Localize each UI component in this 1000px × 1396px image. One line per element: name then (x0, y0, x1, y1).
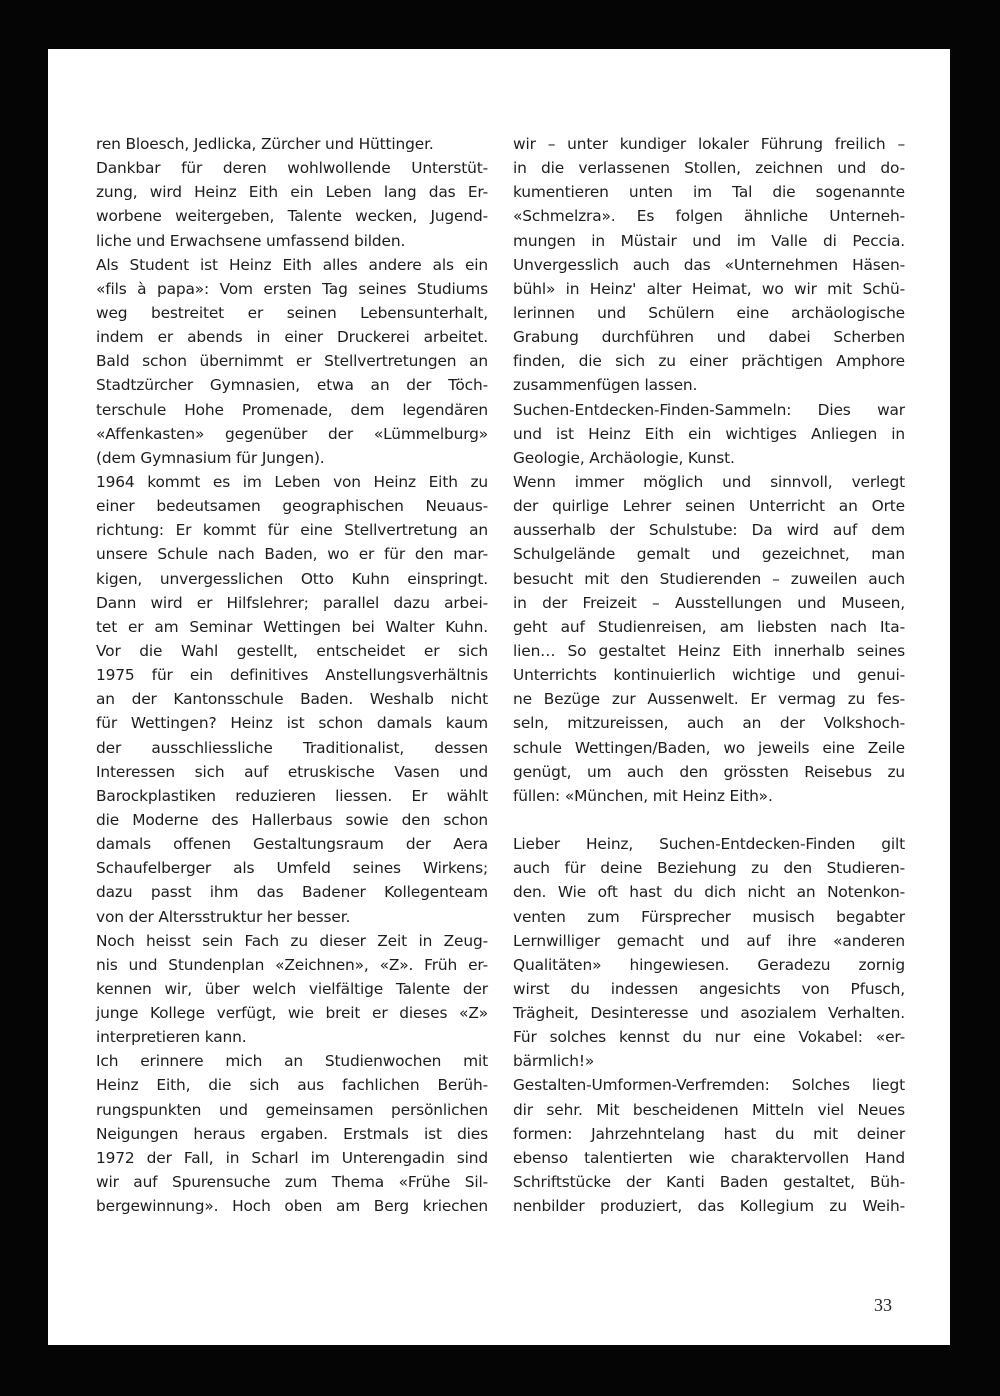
text-line: interpretieren kann. (96, 1028, 247, 1047)
text-column-right (513, 132, 905, 1218)
text-line: Für solches kennst du nur eine Vokabel: «er- (513, 1028, 905, 1047)
text-line: der ausschliessliche Traditionalist, dessen (96, 738, 488, 757)
text-line: 1964 kommt es im Leben von Heinz Eith zu (96, 472, 488, 491)
text-line: damals offenen Gestaltungsraum der Aera (96, 835, 488, 854)
text-line: in die verlassenen Stollen, zeichnen und do- (513, 159, 905, 178)
blank-line (513, 808, 905, 832)
text-line: für Wettingen? Heinz ist schon damals kaum (96, 714, 488, 733)
text-line: richtung: Er kommt für eine Stellvertretung an (96, 521, 488, 540)
text-line: und ist Heinz Eith ein wichtiges Anliegen in (513, 424, 905, 443)
text-line: die Moderne des Hallerbaus sowie den schon (96, 810, 488, 829)
text-column-left (96, 132, 488, 1218)
text-line: 1975 für ein definitives Anstellungsverhältnis (96, 666, 488, 685)
document-page (48, 49, 950, 1345)
text-line: in der Freizeit – Ausstellungen und Museen, (513, 593, 905, 612)
text-line: tet er am Seminar Wettingen bei Walter Kuhn. (96, 617, 488, 636)
text-line: ebenso talentierten wie charaktervollen Hand (513, 1148, 905, 1167)
text-line: Ich erinnere mich an Studienwochen mit (96, 1052, 488, 1071)
text-line: schule Wettingen/Baden, wo jeweils eine Zeile (513, 738, 905, 757)
text-line: Interessen sich auf etruskische Vasen und (96, 762, 488, 781)
text-line: Noch heisst sein Fach zu dieser Zeit in Zeug- (96, 931, 488, 950)
text-line: Lieber Heinz, Suchen-Entdecken-Finden gilt (513, 835, 905, 854)
text-line: kumentieren unten im Tal die sogenannte (513, 183, 905, 202)
text-line: «fils à papa»: Vom ersten Tag seines Studiums (96, 279, 488, 298)
text-line: nenbilder produziert, das Kollegium zu Weih- (513, 1197, 905, 1216)
text-line: kennen wir, über welch vielfältige Talente der (96, 979, 488, 998)
text-line: Unterrichts kontinuierlich wichtige und genui- (513, 666, 905, 685)
text-line: kigen, unvergesslichen Otto Kuhn einspringt. (96, 569, 488, 588)
text-line: nis und Stundenplan «Zeichnen», «Z». Früh er- (96, 955, 488, 974)
text-line: Trägheit, Desinteresse und asozialem Verhalten. (513, 1004, 905, 1023)
text-line: seln, mitzureissen, auch an der Volkshoch- (513, 714, 905, 733)
text-line: einer bedeutsamen geographischen Neuaus- (96, 497, 488, 516)
text-line: ren Bloesch, Jedlicka, Zürcher und Hüttinger. (96, 135, 434, 153)
text-line: Qualitäten» hingewiesen. Geradezu zornig (513, 955, 905, 974)
text-line: füllen: «München, mit Heinz Eith». (513, 786, 773, 805)
text-line: Geologie, Archäologie, Kunst. (513, 448, 735, 467)
text-line: ne Bezüge zur Aussenwelt. Er vermag zu fes- (513, 690, 905, 709)
text-line: Barockplastiken reduzieren liessen. Er wählt (96, 786, 488, 805)
text-line: von der Altersstruktur her besser. (96, 907, 351, 926)
text-line: Als Student ist Heinz Eith alles andere als ein (96, 255, 488, 274)
text-line: Schaufelberger als Umfeld seines Wirkens; (96, 859, 488, 878)
text-line: wir auf Spurensuche zum Thema «Frühe Sil- (96, 1173, 488, 1192)
text-line: bergewinnung». Hoch oben am Berg kriechen (96, 1197, 488, 1216)
text-line: geht auf Studienreisen, am liebsten nach Ita- (513, 617, 905, 636)
text-line: zung, wird Heinz Eith ein Leben lang das Er- (96, 183, 488, 202)
text-line: liche und Erwachsene umfassend bilden. (96, 231, 406, 250)
text-line: Bald schon übernimmt er Stellvertretungen an (96, 352, 488, 371)
text-line: Schulgelände gemalt und gezeichnet, man (513, 545, 905, 564)
text-line: junge Kollege verfügt, wie breit er dieses «Z» (96, 1004, 488, 1023)
text-line: dazu passt ihm das Badener Kollegenteam (96, 883, 488, 902)
text-line: Gestalten-Umformen-Verfremden: Solches liegt (513, 1076, 905, 1095)
text-line: lien… So gestaltet Heinz Eith innerhalb seines (513, 641, 905, 660)
text-line: Stadtzürcher Gymnasien, etwa an der Töch- (96, 376, 488, 395)
text-line: finden, die sich zu einer prächtigen Amphore (513, 352, 905, 371)
text-line: besucht mit den Studierenden – zuweilen auch (513, 569, 905, 588)
text-line: rungspunkten und gemeinsamen persönlichen (96, 1100, 488, 1119)
text-line: lerinnen und Schülern eine archäologische (513, 303, 905, 322)
text-line: (dem Gymnasium für Jungen). (96, 448, 325, 467)
text-line: unsere Schule nach Baden, wo er für den mar- (96, 545, 488, 564)
text-line: bühl» in Heinz' alter Heimat, wo wir mit Schü- (513, 279, 905, 298)
text-line: auch für deine Beziehung zu den Studieren- (513, 859, 905, 878)
text-line: Grabung durchführen und dabei Scherben (513, 328, 905, 347)
text-line: wir – unter kundiger lokaler Führung freilich – (513, 135, 905, 153)
text-line: an der Kantonsschule Baden. Weshalb nicht (96, 690, 488, 709)
text-line: «Affenkasten» gegenüber der «Lümmelburg» (96, 424, 488, 443)
text-line: genügt, um auch den grössten Reisebus zu (513, 762, 905, 781)
text-line: worbene weitergeben, Talente wecken, Jugend- (96, 207, 488, 226)
text-line: zusammenfügen lassen. (513, 376, 698, 395)
text-line: Dankbar für deren wohlwollende Unterstüt- (96, 159, 488, 178)
text-line: «Schmelzra». Es folgen ähnliche Unterneh- (513, 207, 905, 226)
text-line: Vor die Wahl gestellt, entscheidet er sich (96, 641, 488, 660)
text-line: formen: Jahrzehntelang hast du mit deiner (513, 1124, 905, 1143)
text-line: bärmlich!» (513, 1052, 595, 1071)
text-line: indem er abends in einer Druckerei arbeitet. (96, 328, 488, 347)
text-line: 1972 der Fall, in Scharl im Unterengadin sind (96, 1148, 488, 1167)
text-line: terschule Hohe Promenade, dem legendären (96, 400, 488, 419)
text-line: Heinz Eith, die sich aus fachlichen Berüh- (96, 1076, 488, 1095)
text-line: wirst du indessen angesichts von Pfusch, (513, 979, 905, 998)
text-line: Dann wird er Hilfslehrer; parallel dazu arbei- (96, 593, 488, 612)
text-line: der quirlige Lehrer seinen Unterricht an Orte (513, 497, 905, 516)
text-line: Wenn immer möglich und sinnvoll, verlegt (513, 472, 905, 491)
text-line: Neigungen heraus ergaben. Erstmals ist dies (96, 1124, 488, 1143)
text-line: venten zum Fürsprecher musisch begabter (513, 907, 905, 926)
text-line: Lernwilliger gemacht und auf ihre «anderen (513, 931, 905, 950)
text-line: mungen in Müstair und im Valle di Peccia. (513, 231, 905, 250)
text-line: weg bestreitet er seinen Lebensunterhalt, (96, 303, 488, 322)
text-line: Unvergesslich auch das «Unternehmen Häsen- (513, 255, 905, 274)
text-line: den. Wie oft hast du dich nicht an Notenkon- (513, 883, 905, 902)
text-line: Schriftstücke der Kanti Baden gestaltet, Büh- (513, 1173, 905, 1192)
text-line: ausserhalb der Schulstube: Da wird auf dem (513, 521, 905, 540)
page-number: 33 (874, 1295, 892, 1315)
text-line: dir sehr. Mit bescheidenen Mitteln viel Neues (513, 1100, 905, 1119)
text-line: Suchen-Entdecken-Finden-Sammeln: Dies war (513, 400, 905, 419)
